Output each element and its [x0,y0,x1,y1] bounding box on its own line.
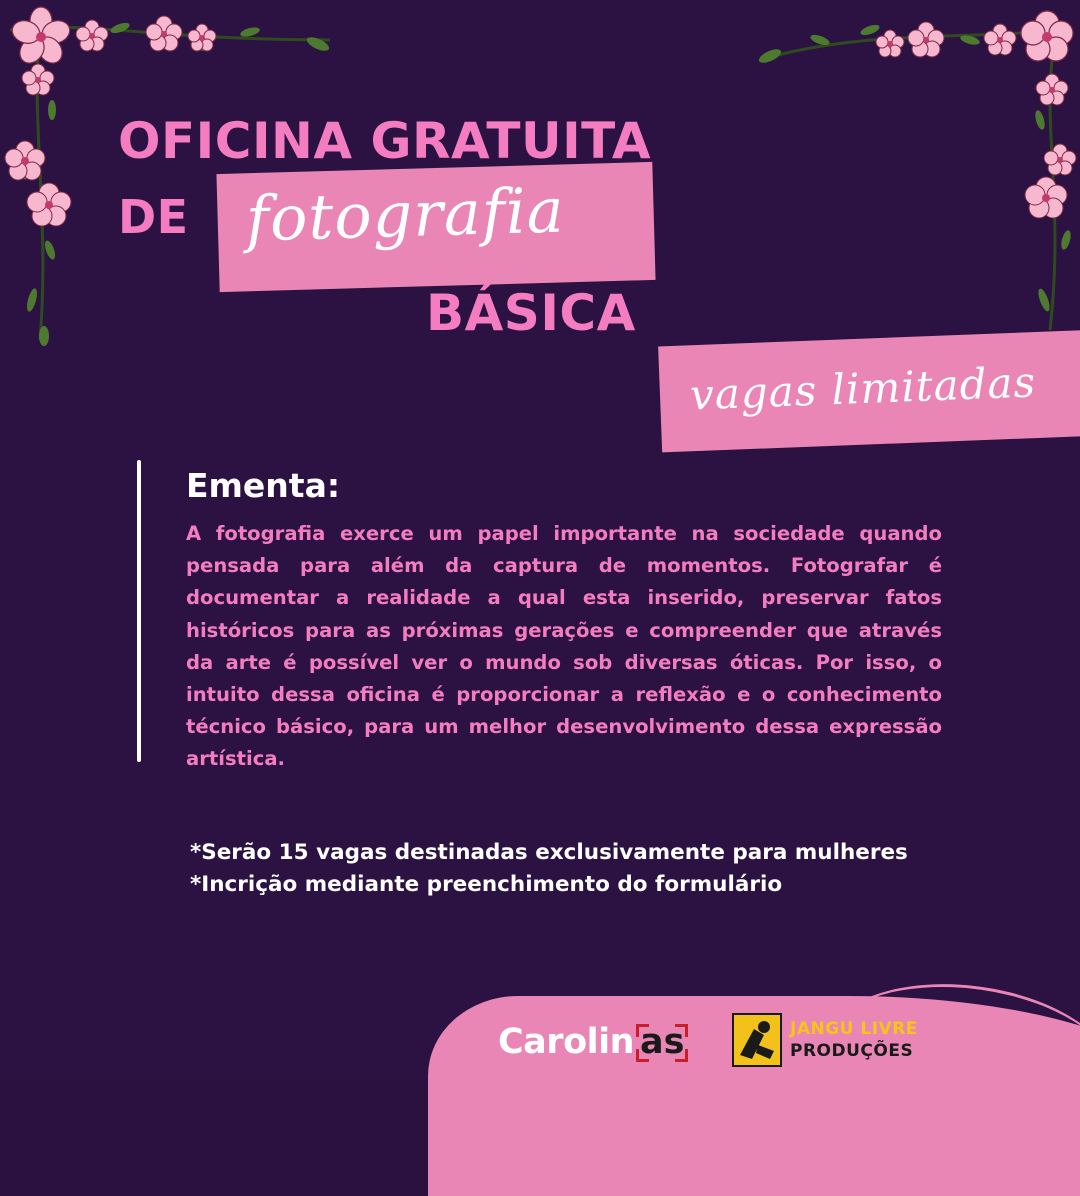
note-vagas: *Serão 15 vagas destinadas exclusivamente para mulheres [190,840,908,865]
flower-icon [904,18,948,62]
carolinas-logo-suffix: as [640,1022,685,1062]
flower-icon [142,12,186,56]
flower-icon [72,16,112,56]
jangu-livre-logo [732,1013,918,1067]
flower-icon [22,178,76,232]
badge-text: vagas limitadas [689,357,1037,420]
section-divider [137,460,141,762]
flower-icon [1020,172,1072,224]
title-highlight-word: fotografia [245,173,566,256]
section-body: A fotografia exerce um papel importante na sociedade quando pensada para além da captura de momentos. Fotografar é documentar a realidade a qual esta inserido, preservar fatos históricos para as próximas gerações e compreender que através da arte é possível ver o mundo sob diversas óticas. Por isso, o intuito dessa oficina é proporcionar a reflexão e o conhecimento técnico básico, para um melhor desenvolvimento dessa expressão artística. [186,522,942,771]
flower-icon [1032,70,1072,110]
carolinas-logo [498,1018,688,1066]
flower-icon [184,20,220,56]
title-line-1: OFICINA GRATUITA [118,112,652,170]
flower-icon [1014,4,1080,70]
flower-icon [18,60,58,100]
jangu-logo-line-2: PRODUÇÕES [790,1041,914,1061]
carolinas-logo-text: Carolin [498,1022,635,1062]
carolinas-logo-frame [636,1022,688,1062]
note-inscricao: *Incrição mediante preenchimento do formulário [190,872,783,897]
title-line-2-prefix: DE [118,190,189,244]
jangu-logo-icon [732,1013,782,1067]
flower-icon [980,20,1020,60]
flower-icon [872,26,908,62]
jangu-logo-line-1: JANGU LIVRE [790,1019,918,1039]
title-line-3: BÁSICA [426,284,636,342]
section-heading: Ementa: [186,466,341,505]
